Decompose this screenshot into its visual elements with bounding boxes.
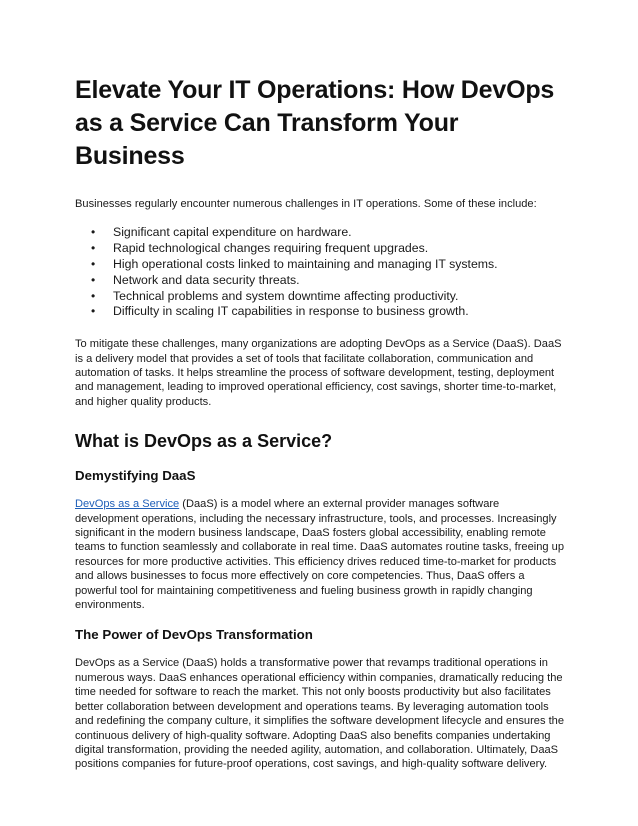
section-heading-what-is-daas: What is DevOps as a Service?	[75, 431, 333, 452]
intro-paragraph: Businesses regularly encounter numerous challenges in IT operations. Some of these include:	[75, 198, 537, 210]
list-item	[75, 289, 565, 305]
bullet-icon: •	[91, 288, 96, 303]
devops-as-a-service-link[interactable]: DevOps as a Service	[75, 498, 180, 511]
mitigation-paragraph: To mitigate these challenges, many organizations are adopting DevOps as a Service (DaaS). DaaS is a delivery model that provides a set of tools that facilitate collaboration, communication and automation of tasks. It helps streamline the process of software development, testing, deployment and management, leading to improved operational efficiency, cost savings, shorter time-to-market, and higher quality products.	[75, 338, 562, 408]
bullet-icon: •	[91, 304, 96, 319]
subheading-demystifying-daas: Demystifying DaaS	[75, 468, 196, 484]
list-item	[75, 225, 565, 241]
bullet-icon: •	[91, 257, 96, 271]
list-item-text: Difficulty in scaling IT capabilities in response to business growth.	[113, 304, 469, 319]
list-item	[75, 273, 565, 289]
challenges-list	[75, 225, 565, 320]
list-item	[75, 257, 565, 273]
demystifying-paragraph-text: (DaaS) is a model where an external provider manages software development operations, including the necessary infrastructure, tools, and processes. Increasingly significant in the modern business landscape, DaaS fosters global accessibility, enabling remote teams to function seamlessly and collaborate in real time. DaaS automates routine tasks, freeing up resources for more productive activities. This efficiency drives reduced time-to-market for products and allows businesses to focus more effectively on core competencies. Thus, DaaS offers a powerful tool for maintaining competitiveness and fueling business growth in rapidly changing environments.	[75, 498, 564, 612]
bullet-icon: •	[91, 241, 96, 256]
document-body	[75, 74, 565, 772]
list-item-text: Significant capital expenditure on hardware.	[113, 225, 352, 240]
list-item-text: Network and data security threats.	[113, 272, 300, 287]
subheading-power-of-devops: The Power of DevOps Transformation	[75, 627, 313, 643]
bullet-icon: •	[91, 272, 96, 287]
power-paragraph: DevOps as a Service (DaaS) holds a transformative power that revamps traditional operations in numerous ways. DaaS enhances operational efficiency within companies, dramatically reducing the time needed for software to reach the market. This not only boosts productivity but also facilitates better collaboration between development and operations teams. By leveraging automation tools and redefining the company culture, it simplifies the software development lifecycle and ensures the continuous delivery of high-quality software. Adopting DaaS also benefits companies undertaking digital transformation, providing the needed agility, automation, and collaboration. Ultimately, DaaS positions companies for future-proof operations, cost savings, and high-quality software delivery.	[75, 657, 565, 771]
list-item-text: Technical problems and system downtime affecting productivity.	[113, 288, 459, 303]
list-item	[75, 304, 565, 320]
demystifying-paragraph	[75, 497, 565, 612]
bullet-icon: •	[91, 225, 96, 240]
page-title: Elevate Your IT Operations: How DevOps as a Service Can Transform Your Business	[75, 76, 555, 170]
list-item-text: Rapid technological changes requiring frequent upgrades.	[113, 241, 429, 256]
list-item-text: High operational costs linked to maintaining and managing IT systems.	[113, 257, 498, 271]
list-item	[75, 241, 565, 257]
